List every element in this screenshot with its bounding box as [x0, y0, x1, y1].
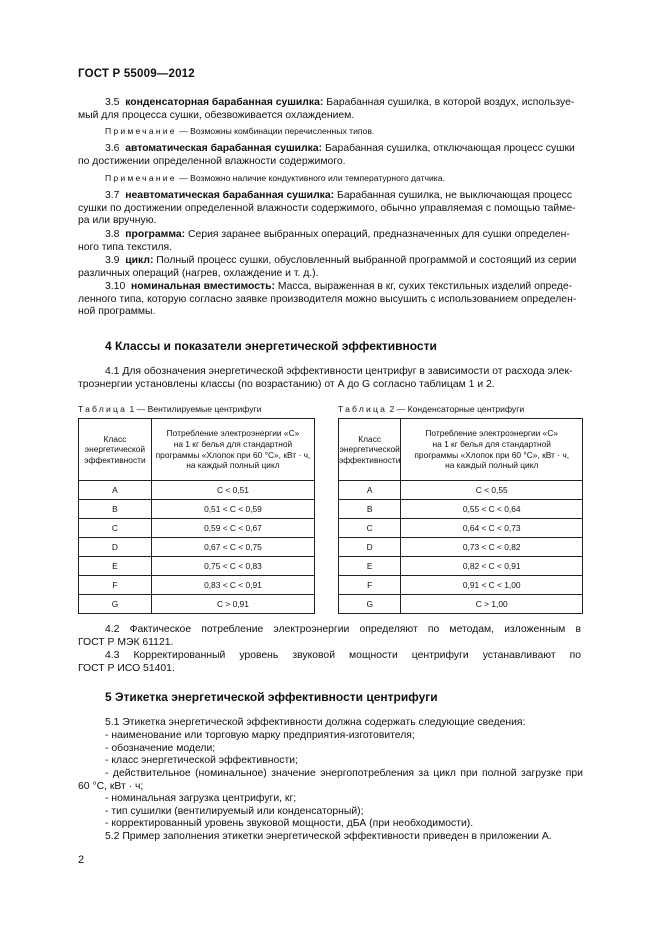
- class-cell: D: [79, 538, 152, 557]
- clause-3-6: 3.6 автоматическая барабанная сушилка: Барабанная сушилка, отключающая процесс сушки по достижении определенной влажности содержимого.: [78, 143, 575, 167]
- consumption-cell: 0,82 < C < 0,91: [401, 557, 583, 576]
- table-row: [339, 557, 583, 576]
- table-row: [79, 500, 315, 519]
- consumption-cell: C < 0,55: [401, 481, 583, 500]
- table-ventilated: [78, 418, 315, 614]
- table1-body: [79, 481, 315, 614]
- table-row: [339, 481, 583, 500]
- clause-4-1: 4.1 Для обозначения энергетической эффективности центрифуг в зависимости от расхода элек- троэнергии установлены классы (по возрастанию) от А до G согласно таблицам 1 и 2.: [78, 366, 573, 390]
- table1-caption: Таблица 1 — Вентилируемые центрифуги: [78, 404, 262, 414]
- page-header: ГОСТ Р 55009—2012: [78, 68, 195, 80]
- consumption-cell: 0,73 < C < 0,82: [401, 538, 583, 557]
- table-row: [339, 576, 583, 595]
- table2-header-consumption: Потребление электроэнергии «С» на 1 кг белья для стандартной программы «Хлопок при 60 °С», кВт · ч, на каждый полный цикл: [401, 419, 583, 481]
- class-cell: B: [79, 500, 152, 519]
- page-number: 2: [78, 854, 85, 866]
- consumption-cell: 0,64 < C < 0,73: [401, 519, 583, 538]
- consumption-cell: 0,55 < C < 0,64: [401, 500, 583, 519]
- table1-header-class: Класс энергетической эффективности: [79, 419, 152, 481]
- clause-5-2: 5.2 Пример заполнения этикетки энергетической эффективности приведен в приложении А.: [105, 831, 552, 842]
- note-1: Примечание — Возможны комбинации перечисленных типов.: [105, 126, 375, 136]
- clause-3-7: 3.7 неавтоматическая барабанная сушилка: Барабанная сушилка, не выключающая процесс сушки по достижении определенной влажности содержимого, обычно управляемая с помощью тайме- ра или вручную.: [78, 190, 576, 227]
- table2-caption: Таблица 2 — Конденсаторные центрифуги: [338, 404, 525, 414]
- table-condenser: [338, 418, 583, 614]
- class-cell: E: [339, 557, 401, 576]
- class-cell: F: [339, 576, 401, 595]
- consumption-cell: 0,67 < C < 0,75: [151, 538, 314, 557]
- list-item-continuation: 60 °С, кВт · ч;: [78, 781, 144, 792]
- table-row: [79, 576, 315, 595]
- table1-header-consumption: Потребление электроэнергии «С» на 1 кг белья для стандартной программы «Хлопок при 60 °С», кВт · ч, на каждый полный цикл: [151, 419, 314, 481]
- table-row: [79, 481, 315, 500]
- consumption-cell: C > 1,00: [401, 595, 583, 614]
- section-4-title: 4 Классы и показатели энергетической эффективности: [105, 339, 437, 353]
- class-cell: C: [79, 519, 152, 538]
- list-item: - действительное (номинальное) значение энергопотребления за цикл при полной загрузке при: [105, 768, 583, 779]
- note-2: Примечание — Возможно наличие кондуктивного или температурного датчика.: [105, 173, 445, 183]
- consumption-cell: 0,83 < C < 0,91: [151, 576, 314, 595]
- class-cell: A: [79, 481, 152, 500]
- list-item: - номинальная загрузка центрифуги, кг;: [105, 793, 297, 804]
- clause-5-1: 5.1 Этикетка энергетической эффективности должна содержать следующие сведения:: [105, 717, 526, 728]
- table-row: [79, 519, 315, 538]
- class-cell: D: [339, 538, 401, 557]
- list-item: - корректированный уровень звуковой мощности, дБА (при необходимости).: [105, 818, 474, 829]
- clause-3-10: 3.10 номинальная вместимость: Масса, выраженная в кг, сухих текстильных изделий опреде- ленного типа, которую согласно заявке производителя можно высушить с использованием определен- ной программы.: [78, 281, 577, 318]
- table-row: [339, 500, 583, 519]
- table-row: [79, 557, 315, 576]
- table-row: [339, 595, 583, 614]
- consumption-cell: C > 0,91: [151, 595, 314, 614]
- consumption-cell: C < 0,51: [151, 481, 314, 500]
- list-item: - обозначение модели;: [105, 743, 216, 754]
- section-5-title: 5 Этикетка энергетической эффективности центрифуги: [105, 690, 438, 704]
- clause-3-8: 3.8 программа: Серия заранее выбранных операций, предназначенных для сушки определен- ного типа текстиля.: [78, 229, 570, 253]
- class-cell: G: [79, 595, 152, 614]
- class-cell: F: [79, 576, 152, 595]
- consumption-cell: 0,91 < C < 1,00: [401, 576, 583, 595]
- consumption-cell: 0,59 < C < 0,67: [151, 519, 314, 538]
- class-cell: G: [339, 595, 401, 614]
- clause-3-5: 3.5 конденсаторная барабанная сушилка: Барабанная сушилка, в которой воздух, используе- мый для процесса сушки, обезвоживается охлаждением.: [78, 97, 575, 121]
- consumption-cell: 0,51 < C < 0,59: [151, 500, 314, 519]
- class-cell: A: [339, 481, 401, 500]
- class-cell: E: [79, 557, 152, 576]
- table-row: [79, 595, 315, 614]
- list-item: - класс энергетической эффективности;: [105, 755, 298, 766]
- table2-body: [339, 481, 583, 614]
- list-item: - наименование или торговую марку предприятия-изготовителя;: [105, 730, 415, 741]
- list-item: - тип сушилки (вентилируемый или конденсаторный);: [105, 806, 364, 817]
- table-row: [339, 519, 583, 538]
- table2-header-class: Класс энергетической эффективности: [339, 419, 401, 481]
- clause-4-3: 4.3 Корректированный уровень звуковой мощности центрифуги устанавливают по ГОСТ Р ИСО 51401.: [78, 650, 581, 674]
- clause-4-2: 4.2 Фактическое потребление электроэнергии определяют по методам, изложенным в ГОСТ Р МЭК 61121.: [78, 624, 581, 648]
- table-row: [339, 538, 583, 557]
- table-row: [79, 538, 315, 557]
- class-cell: C: [339, 519, 401, 538]
- clause-3-9: 3.9 цикл: Полный процесс сушки, обусловленный выбранной программой и состоящий из серии различных операций (нагрев, охлаждение и т. д.).: [78, 255, 577, 279]
- class-cell: B: [339, 500, 401, 519]
- consumption-cell: 0,75 < C < 0,83: [151, 557, 314, 576]
